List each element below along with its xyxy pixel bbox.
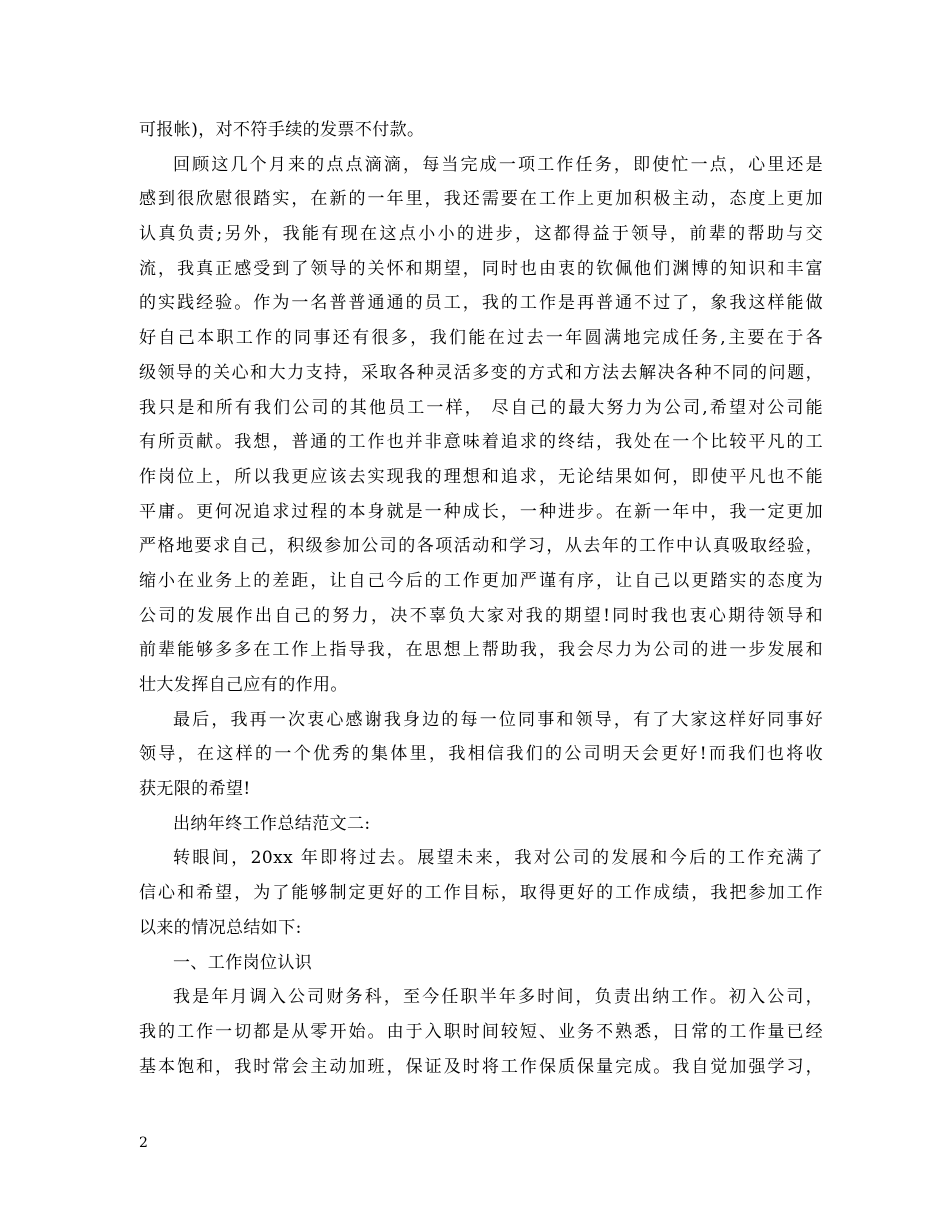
subsection-heading: 一、工作岗位认识 xyxy=(173,952,313,973)
section-heading: 出纳年终工作总结范文二: xyxy=(173,813,371,834)
text-line: 公司的发展作出自己的努力，决不辜负大家对我的期望!同时我也衷心期待领导和 xyxy=(139,605,823,626)
page-number: 2 xyxy=(139,1135,148,1151)
text-line: 感到很欣慰很踏实，在新的一年里，我还需要在工作上更加积极主动，态度上更加 xyxy=(139,189,823,210)
text-line: 好自己本职工作的同事还有很多，我们能在过去一年圆满地完成任务,主要在于各 xyxy=(139,328,823,349)
text-line: 基本饱和，我时常会主动加班，保证及时将工作保质保量完成。我自觉加强学习， xyxy=(139,1056,823,1077)
text-line: 级领导的关心和大力支持，采取各种灵活多变的方式和方法去解决各种不同的问题， xyxy=(139,362,823,383)
text-line: 以来的情况总结如下: xyxy=(139,917,302,938)
document-body xyxy=(139,113,823,1084)
text-line: 平庸。更何况追求过程的本身就是一种成长，一种进步。在新一年中，我一定更加 xyxy=(139,501,823,522)
text-line: 严格地要求自己，积级参加公司的各项活动和学习，从去年的工作中认真吸取经验， xyxy=(139,536,823,557)
text-line: 我只是和所有我们公司的其他员工一样， 尽自己的最大努力为公司,希望对公司能 xyxy=(139,397,823,418)
text-line: 获无限的希望! xyxy=(139,779,251,800)
text-line: 壮大发挥自己应有的作用。 xyxy=(139,675,348,695)
text-line: 的实践经验。作为一名普普通通的员工，我的工作是再普通不过了，象我这样能做 xyxy=(139,293,823,314)
text-line: 流，我真正感受到了领导的关怀和期望，同时也由衷的钦佩他们渊博的知识和丰富 xyxy=(139,258,823,279)
text-line: 信心和希望，为了能够制定更好的工作目标，取得更好的工作成绩，我把参加工作 xyxy=(139,883,823,904)
text-line: 有所贡献。我想，普通的工作也并非意味着追求的终结，我处在一个比较平凡的工 xyxy=(139,432,823,453)
text-line: 可报帐)，对不符手续的发票不付款。 xyxy=(139,120,425,140)
text-line: 转眼间，20xx 年即将过去。展望未来，我对公司的发展和今后的工作充满了 xyxy=(173,848,823,869)
text-line: 我是年月调入公司财务科，至今任职半年多时间，负责出纳工作。初入公司， xyxy=(173,987,823,1008)
text-line: 回顾这几个月来的点点滴滴，每当完成一项工作任务，即使忙一点，心里还是 xyxy=(173,154,823,175)
text-line: 领导，在这样的一个优秀的集体里，我相信我们的公司明天会更好!而我们也将收 xyxy=(139,744,823,765)
text-line: 认真负责;另外，我能有现在这点小小的进步，这都得益于领导，前辈的帮助与交 xyxy=(139,224,823,245)
text-line: 前辈能够多多在工作上指导我，在思想上帮助我，我会尽力为公司的进一步发展和 xyxy=(139,640,823,661)
text-line: 缩小在业务上的差距，让自己今后的工作更加严谨有序，让自己以更踏实的态度为 xyxy=(139,570,823,591)
text-line: 我的工作一切都是从零开始。由于入职时间较短、业务不熟悉，日常的工作量已经 xyxy=(139,1021,823,1042)
text-line: 作岗位上，所以我更应该去实现我的理想和追求，无论结果如何，即使平凡也不能 xyxy=(139,466,823,487)
text-line: 最后，我再一次衷心感谢我身边的每一位同事和领导，有了大家这样好同事好 xyxy=(173,709,823,730)
